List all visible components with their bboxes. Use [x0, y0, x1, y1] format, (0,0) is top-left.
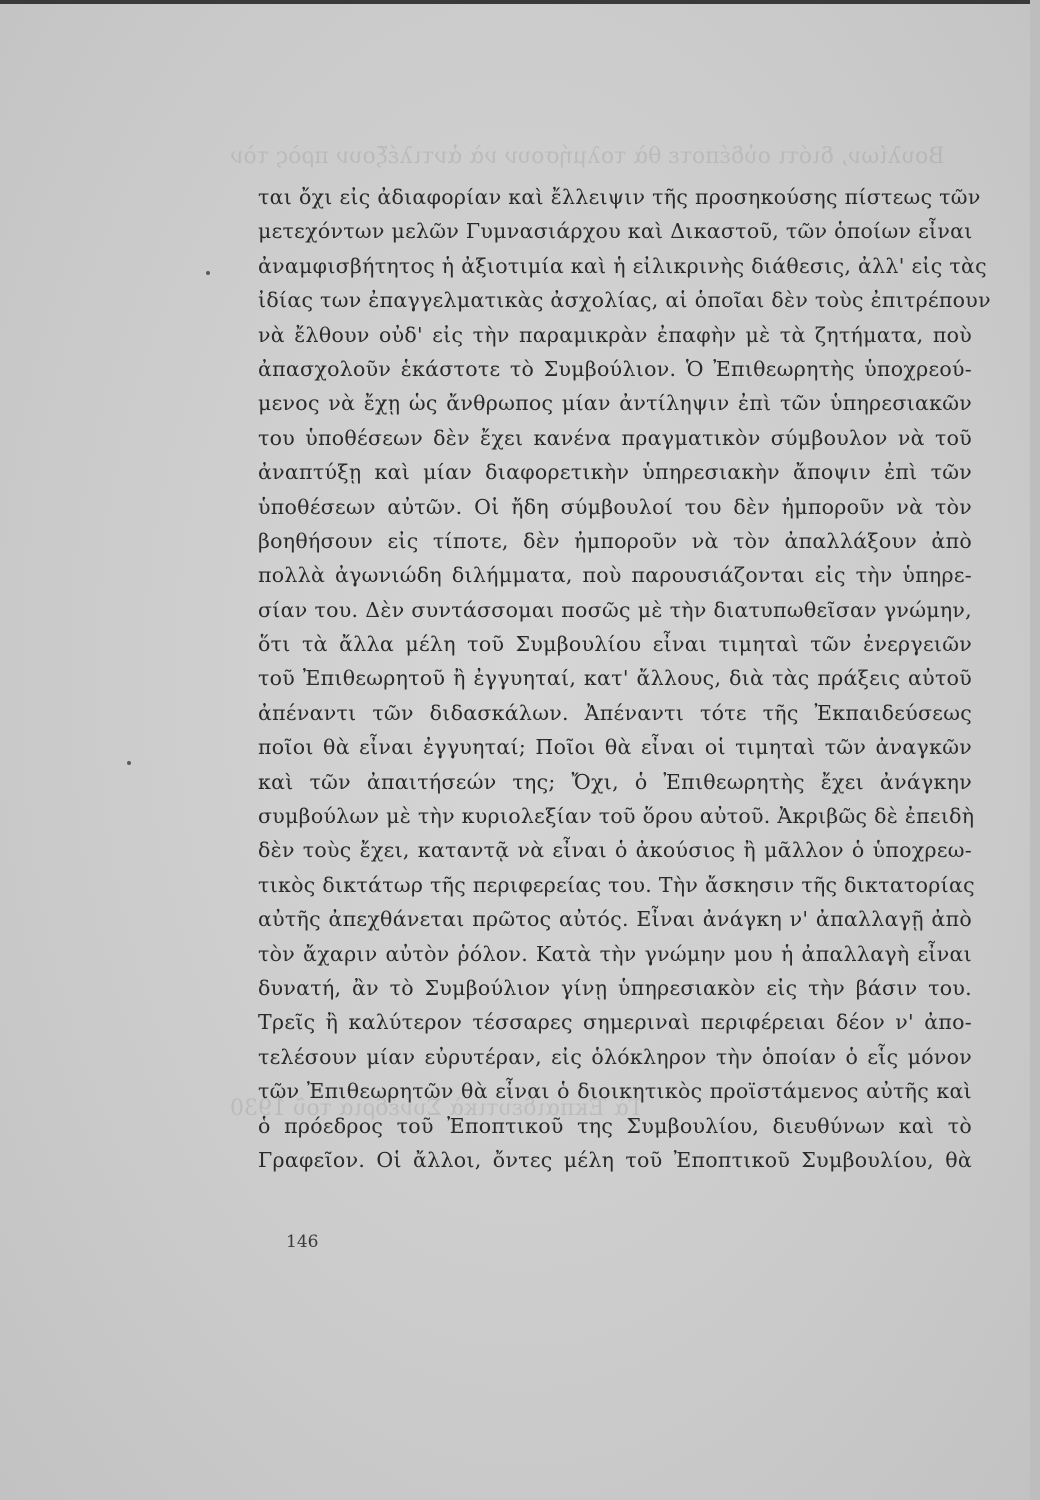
text-line: ἀναπτύξῃ καὶ μίαν διαφορετικὴν ὑπηρεσιακὴν ἄποψιν ἐπὶ τῶν: [258, 460, 972, 485]
text-line: ὑποθέσεων αὐτῶν. Οἱ ἤδη σύμβουλοί του δὲν ἠμποροῦν νὰ τὸν: [258, 494, 972, 519]
text-line: ἀπασχολοῦν ἑκάστοτε τὸ Συμβούλιον. Ὁ Ἐπιθεωρητὴς ὑποχρεού-: [258, 356, 972, 381]
text-line: ὅτι τὰ ἄλλα μέλη τοῦ Συμβουλίου εἶναι τιμηταὶ τῶν ἐνεργειῶν: [258, 632, 972, 657]
text-line: ἀπέναντι τῶν διδασκάλων. Ἀπέναντι τότε τῆς Ἐκπαιδεύσεως: [258, 700, 972, 725]
text-line: καὶ τῶν ἀπαιτήσεών της; Ὄχι, ὁ Ἐπιθεωρητὴς ἔχει ἀνάγκην: [258, 769, 972, 794]
text-line: τικὸς δικτάτωρ τῆς περιφερείας του. Τὴν ἄσκησιν τῆς δικτατορίας: [258, 872, 975, 897]
text-line: μενος νὰ ἔχῃ ὡς ἄνθρωπος μίαν ἀντίληψιν ἐπὶ τῶν ὑπηρεσιακῶν: [258, 391, 972, 416]
text-line: συμβούλων μὲ τὴν κυριολεξίαν τοῦ ὅρου αὐτοῦ. Ἀκριβῶς δὲ ἐπειδὴ: [258, 804, 975, 829]
page-right-edge: [1030, 0, 1040, 1500]
text-line: δυνατή, ἂν τὸ Συμβούλιον γίνῃ ὑπηρεσιακὸν εἰς τὴν βάσιν του.: [258, 975, 972, 1000]
text-line: μετεχόντων μελῶν Γυμνασιάρχου καὶ Δικαστοῦ, τῶν ὁποίων εἶναι: [258, 219, 973, 244]
margin-speck: [206, 271, 210, 275]
text-line: ὁ πρόεδρος τοῦ Ἐποπτικοῦ της Συμβουλίου, διευθύνων καὶ τὸ: [258, 1113, 972, 1138]
text-line: τὸν ἄχαριν αὐτὸν ῥόλον. Κατὰ τὴν γνώμην μου ἡ ἀπαλλαγὴ εἶναι: [258, 941, 972, 966]
page-number: 146: [286, 1232, 319, 1252]
text-line: τοῦ Ἐπιθεωρητοῦ ἢ ἐγγυηταί, κατ' ἄλλους, διὰ τὰς πράξεις αὐτοῦ: [258, 666, 972, 691]
text-line: τῶν Ἐπιθεωρητῶν θὰ εἶναι ὁ διοικητικὸς προϊστάμενος αὐτῆς καὶ: [258, 1079, 972, 1104]
text-line: Τρεῖς ἢ καλύτερον τέσσαρες σημεριναὶ περιφέρειαι δέον ν' ἀπο-: [258, 1010, 972, 1035]
text-line: βοηθήσουν εἰς τίποτε, δὲν ἠμποροῦν νὰ τὸν ἀπαλλάξουν ἀπὸ: [258, 528, 972, 553]
text-line: πολλὰ ἀγωνιώδη διλήμματα, ποὺ παρουσιάζονται εἰς τὴν ὑπηρε-: [258, 563, 972, 588]
body-text: [258, 180, 991, 1177]
text-line: ἰδίας των ἐπαγγελματικὰς ἀσχολίας, αἱ ὁποῖαι δὲν τοὺς ἐπιτρέπουν: [258, 288, 991, 313]
text-line: τελέσουν μίαν εὐρυτέραν, εἰς ὁλόκληρον τὴν ὁποίαν ὁ εἷς μόνον: [258, 1044, 972, 1069]
text-line: νὰ ἔλθουν οὐδ' εἰς τὴν παραμικρὰν ἐπαφὴν μὲ τὰ ζητήματα, ποὺ: [258, 322, 972, 347]
text-line: του ὑποθέσεων δὲν ἔχει κανένα πραγματικὸν σύμβουλον νὰ τοῦ: [258, 425, 972, 450]
text-line: σίαν του. Δὲν συντάσσομαι ποσῶς μὲ τὴν διατυπωθεῖσαν γνώμην,: [258, 597, 972, 622]
text-line: ἀναμφισβήτητος ἡ ἀξιοτιμία καὶ ἡ εἰλικρινὴς διάθεσις, ἀλλ' εἰς τὰς: [258, 253, 987, 278]
text-line: Γραφεῖον. Οἱ ἄλλοι, ὄντες μέλη τοῦ Ἐποπτικοῦ Συμβουλίου, θὰ: [258, 1147, 972, 1172]
text-line: δὲν τοὺς ἔχει, καταντᾷ νὰ εἶναι ὁ ἀκούσιος ἢ μᾶλλον ὁ ὑποχρεω-: [258, 838, 972, 863]
margin-speck: [127, 761, 131, 765]
text-line: αὐτῆς ἀπεχθάνεται πρῶτος αὐτός. Εἶναι ἀνάγκη ν' ἀπαλλαγῇ ἀπὸ: [258, 907, 972, 932]
text-line: ποῖοι θὰ εἶναι ἐγγυηταί; Ποῖοι θὰ εἶναι οἱ τιμηταὶ τῶν ἀναγκῶν: [258, 735, 972, 760]
text-line: ται ὄχι εἰς ἀδιαφορίαν καὶ ἔλλειψιν τῆς προσηκούσης πίστεως τῶν: [258, 185, 981, 209]
page-top-edge: [0, 0, 1040, 4]
